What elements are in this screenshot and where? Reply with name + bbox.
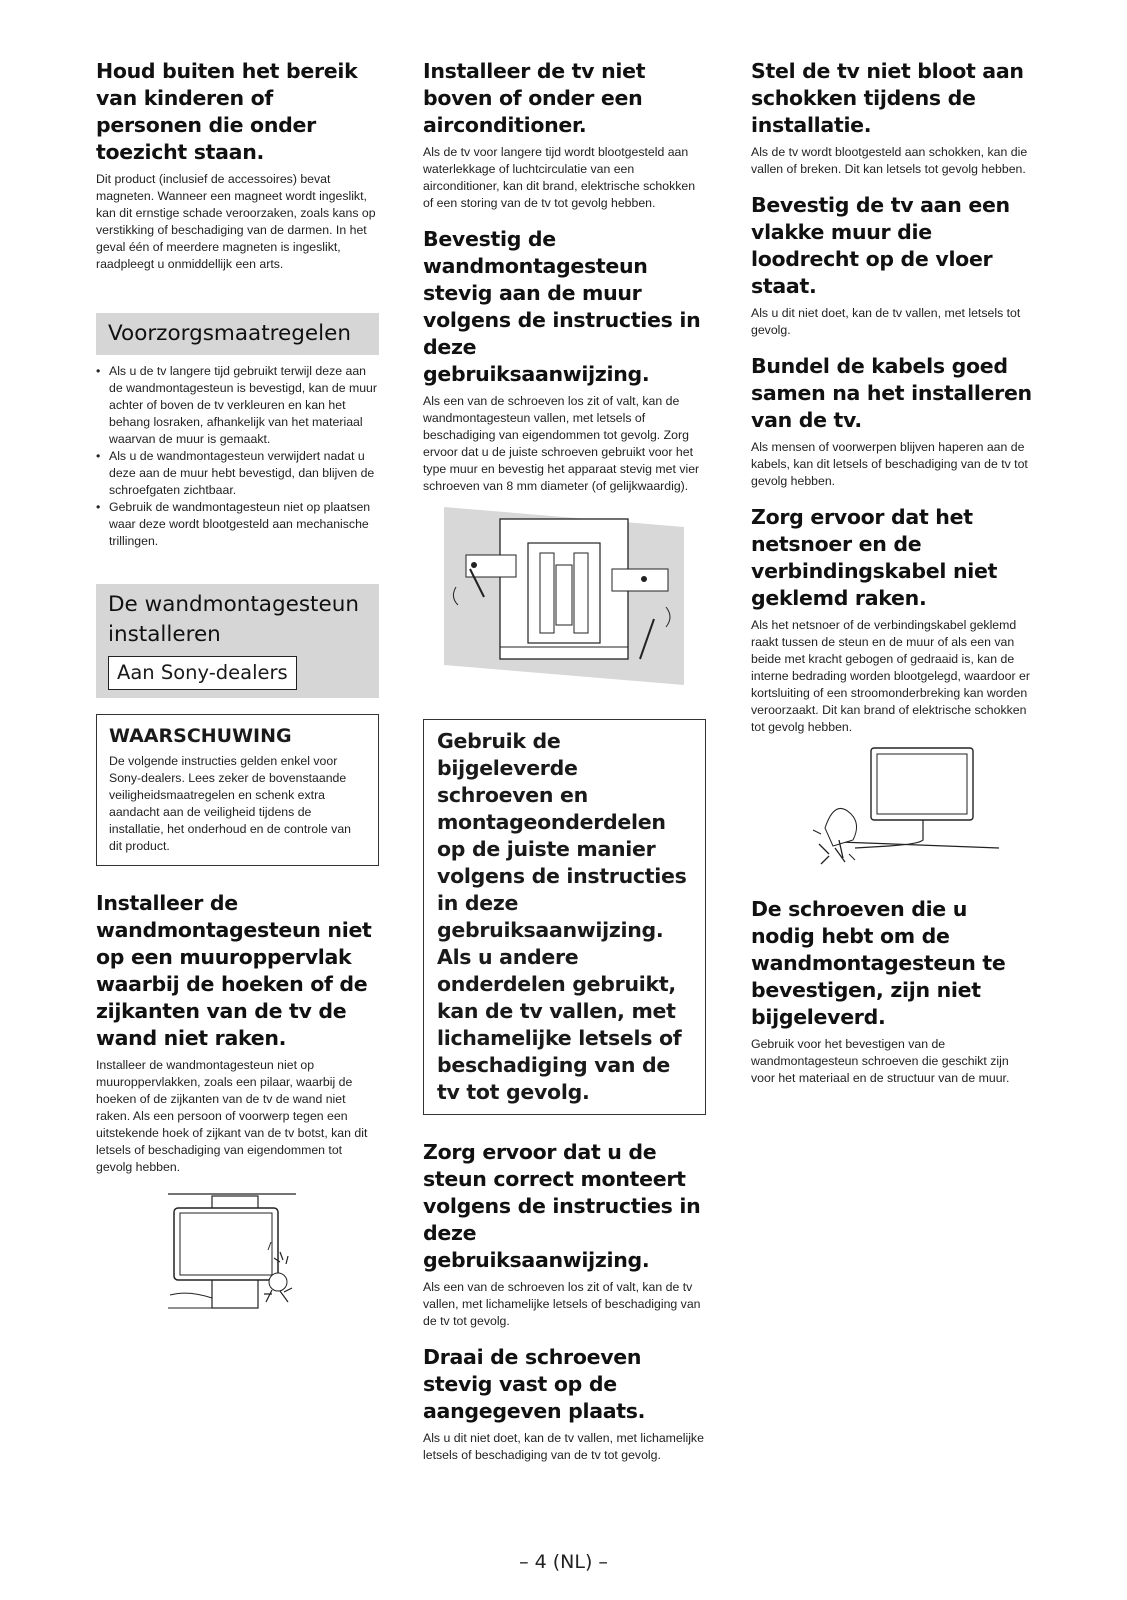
section-title: Houd buiten het bereik van kinderen of personen die onder toezicht staan.	[96, 59, 358, 164]
precautions-header: Voorzorgsmaatregelen	[96, 313, 379, 355]
section-body: Als de tv wordt blootgesteld aan schokken, kan die vallen of breken. Dit kan letsels tot gevolg hebben.	[751, 145, 1028, 176]
column-left	[96, 58, 379, 1310]
section-assemble-correctly	[423, 1139, 706, 1330]
section-aircon	[423, 58, 706, 212]
section-title: Installeer de tv niet boven of onder een airconditioner.	[423, 59, 646, 137]
section-body: Als het netsnoer of de verbindingskabel geklemd raakt tussen de steun en de muur of als een van beide met kracht gebogen of gedraaid is, kan de interne bedrading worden blootgelegd, waardoor er kortsluiting of een stroomonderbreking kan worden veroorzaakt. Dit kan brand of elektrische schokken tot gevolg hebben.	[751, 618, 1030, 734]
list-item: • Als u de wandmontagesteun verwijdert nadat u deze aan de muur hebt bevestigd, dan blijven de schroefgaten zichtbaar.	[96, 448, 379, 499]
section-shocks	[751, 58, 1034, 178]
section-title: Bundel de kabels goed samen na het installeren van de tv.	[751, 354, 1032, 432]
cable-pinch-illustration	[799, 744, 999, 874]
section-children-warning	[96, 58, 379, 273]
section-tighten-screws	[423, 1344, 706, 1464]
dealers-label: Aan Sony-dealers	[108, 656, 297, 690]
section-flat-wall	[751, 192, 1034, 339]
section-cable-pinch	[751, 504, 1034, 736]
section-title: De schroeven die u nodig hebt om de wandmontagesteun te bevestigen, zijn niet bijgeleverd.	[751, 897, 1006, 1029]
section-corner-warning	[96, 890, 379, 1176]
supplied-screws-warning-box	[423, 719, 706, 1115]
page-number: – 4 (NL) –	[519, 1551, 608, 1573]
section-fix-to-wall	[423, 226, 706, 495]
section-title: Bevestig de wandmontagesteun stevig aan de muur volgens de instructies in deze gebruiksaanwijzing.	[423, 227, 701, 386]
box-text: Gebruik de bijgeleverde schroeven en montageonderdelen op de juiste manier volgens de instructies in deze gebruiksaanwijzing. Als u andere onderdelen gebruikt, kan de tv vallen, met lichamelijke letsels of beschadiging van de tv tot gevolg.	[437, 729, 687, 1104]
install-title: De wandmontagesteun installeren	[108, 592, 359, 647]
section-screws-not-supplied	[751, 896, 1034, 1087]
section-title: Zorg ervoor dat het netsnoer en de verbindingskabel niet geklemd raken.	[751, 505, 998, 610]
section-title: Installeer de wandmontagesteun niet op een muuroppervlak waarbij de hoeken of de zijkanten van de tv de wand niet raken.	[96, 891, 372, 1050]
list-item: • Gebruik de wandmontagesteun niet op plaatsen waar deze wordt blootgesteld aan mechanische trillingen.	[96, 499, 379, 550]
section-body: Als de tv voor langere tijd wordt blootgesteld aan waterlekkage of luchtcirculatie van een airconditioner, kan dit brand, elektrische schokken of een storing van de tv tot gevolg hebben.	[423, 145, 696, 210]
warning-box	[96, 714, 379, 866]
section-title: Draai de schroeven stevig vast op de aangegeven plaats.	[423, 1345, 646, 1423]
section-title: Bevestig de tv aan een vlakke muur die loodrecht op de vloer staat.	[751, 193, 1010, 298]
section-body: Als u dit niet doet, kan de tv vallen, met lichamelijke letsels of beschadiging van de tv tot gevolg.	[423, 1431, 704, 1462]
section-title: Stel de tv niet bloot aan schokken tijdens de installatie.	[751, 59, 1024, 137]
column-middle	[423, 58, 706, 1478]
pillar-collision-illustration	[168, 1190, 318, 1310]
section-body: Gebruik voor het bevestigen van de wandmontagesteun schroeven die geschikt zijn voor het materiaal en de structuur van de muur.	[751, 1037, 1010, 1085]
wall-bracket-illustration	[444, 507, 684, 685]
precautions-list	[96, 363, 379, 550]
section-body: Als een van de schroeven los zit of valt, kan de wandmontagesteun vallen, met letsels of beschadiging van eigendommen tot gevolg. Zorg ervoor dat u de juiste schroeven gebruikt voor het type muur en bevestig het apparaat stevig met vier schroeven van 8 mm diameter (of gelijkwaardig).	[423, 394, 700, 493]
warning-title: WAARSCHUWING	[109, 725, 292, 747]
list-item: • Als u de tv langere tijd gebruikt terwijl deze aan de wandmontagesteun is bevestigd, kan de muur achter of boven de tv verkleuren en kan het behang losraken, afhankelijk van het materiaal waarvan de muur is gemaakt.	[96, 363, 379, 448]
section-body: Dit product (inclusief de accessoires) bevat magneten. Wanneer een magneet wordt ingeslikt, kan dit ernstige schade veroorzaken, zoals kans op verstikking of beschadiging van de darmen. In het geval één of meerdere magneten is ingeslikt, raadpleegt u onmiddellijk een arts.	[96, 172, 376, 271]
column-right	[751, 58, 1034, 1101]
section-body: Installeer de wandmontagesteun niet op muuroppervlakken, zoals een pilaar, waarbij de hoeken of de zijkanten van de tv de wand niet raken. Als een persoon of voorwerp tegen een uitstekende hoek of zijkant van de tv botst, kan dit letsels of beschadiging van eigendommen tot gevolg hebben.	[96, 1058, 368, 1174]
section-body: Als mensen of voorwerpen blijven haperen aan de kabels, kan dit letsels of beschadiging van de tv tot gevolg hebben.	[751, 440, 1028, 488]
section-title: Zorg ervoor dat u de steun correct monteert volgens de instructies in deze gebruiksaanwijzing.	[423, 1140, 701, 1272]
install-header-box	[96, 584, 379, 698]
warning-body: De volgende instructies gelden enkel voor Sony-dealers. Lees zeker de bovenstaande veiligheidsmaatregelen en schenk extra aandacht aan de veiligheid tijdens de installatie, het onderhoud en de controle van dit product.	[109, 754, 352, 853]
section-bundle-cables	[751, 353, 1034, 490]
section-body: Als een van de schroeven los zit of valt, kan de tv vallen, met lichamelijke letsels of beschadiging van de tv tot gevolg.	[423, 1280, 701, 1328]
section-body: Als u dit niet doet, kan de tv vallen, met letsels tot gevolg.	[751, 306, 1021, 337]
